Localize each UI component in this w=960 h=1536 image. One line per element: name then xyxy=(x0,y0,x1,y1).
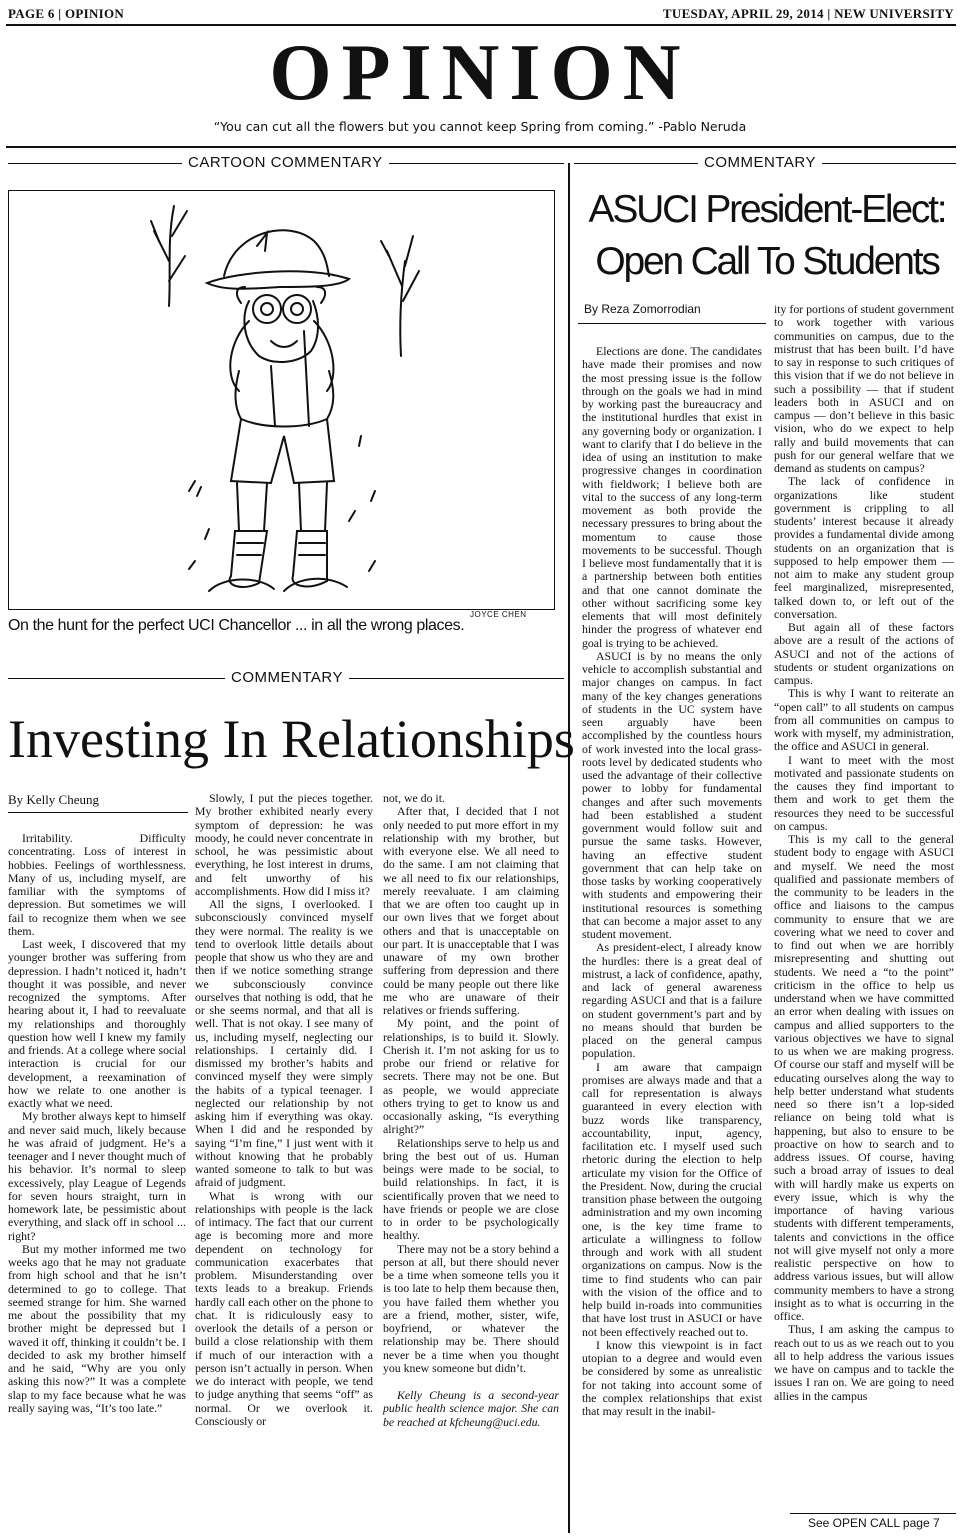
article1-column-3 xyxy=(383,792,559,1429)
paragraph: What is wrong with our relationships with people is the lack of intimacy. The fact that our current age is becoming more and more dependent on technology for communication exacerbates that problem. Misunderstanding over texts leads to a breakup. Friends hardly call each other on the phone to chat. It is ridiculously easy to overlook the details of a person or build a close relationship with them if much of our interaction with a person isn’t actually in person. When we do interact with people, we tend to judge anything that seems “off” as normal. Or we overlook it. Consciously or xyxy=(195,1188,373,1428)
cartoon-drawing xyxy=(9,191,554,609)
article1-byline-rule xyxy=(8,812,188,813)
paragraph: But my mother informed me two weeks ago that he may not graduate from high school and that he isn’t determined to go to college. That seemed strange for him. She warned me about the possibility that my brother might be depressed but I waved it off, thinking it couldn’t be. I decided to ask my brother himself and he said, “Why are you only asking this now?” It was a complete slap to my face because what he was really saying was, “It’s too late.” xyxy=(8,1241,186,1415)
paragraph: I know this viewpoint is in fact utopian to a degree and would even be considered by some as unrealistic for not taking into account some of the complex relationships that exist that may result in the inabil- xyxy=(582,1337,762,1418)
column-divider xyxy=(568,163,570,1533)
article2-column-1 xyxy=(582,345,762,1418)
paragraph: My brother always kept to himself and never said much, likely because he was afraid of judgment. He’s a teenager and I never thought much of his behavior. It’s normal to sleep excessively, play League of Legends for seven hours straight, turn in homework late, be pessimistic about everything, and slack off in school ... right? xyxy=(8,1109,186,1243)
paragraph: Irritability. Difficulty concentrating. Loss of interest in hobbies. Feelings of worthlessness. Many of us, including myself, are familiar with the symptoms of depression. But sometimes we will fail to recognize them when we see them. xyxy=(8,831,186,938)
continuation-rule xyxy=(790,1513,956,1514)
article1-column-1 xyxy=(8,832,186,1415)
article1-section-label: COMMENTARY xyxy=(225,669,349,687)
paragraph: There may not be a story behind a person at all, but there should never be a time when someone tells you it is too late to help them because then, you have failed them whether you are a friend, mother, sister, wife, boyfriend, or whatever the relationship may be. There should never be a time when you thought you knew someone but didn’t. xyxy=(383,1241,559,1375)
header-rule xyxy=(6,24,956,26)
section-masthead: OPINION xyxy=(269,29,691,117)
paragraph: This is why I want to reiterate an “open call” to all students on campus from all communities on campus to work with myself, my administration, the office and ASUCI in general. xyxy=(774,686,954,754)
article1-byline: By Kelly Cheung xyxy=(8,792,99,807)
paragraph: ity for portions of student government to work together with various communities on campus, due to the mistrust that has been built. I’d have to say in response to such critiques of this vision that if we do not believe in such a possibility — that if student leaders both in ASUCI and on campus — don’t believe in this basic vision, who do we expect to help rally and build movements that can push for our general welfare that we demand as students on campus? xyxy=(774,302,954,475)
article2-byline-rule xyxy=(578,323,766,324)
masthead-quote: “You can cut all the flowers but you cannot keep Spring from coming.” -Pablo Neruda xyxy=(213,119,747,134)
paragraph: not, we do it. xyxy=(383,791,445,805)
article2-byline: By Reza Zomorrodian xyxy=(584,302,701,316)
paragraph: This is my call to the general student body to engage with ASUCI and myself. We need the most qualified and passionate members of the community to be leaders in the office and liaisons to the campus community to ensure that we are covering what we need to cover and to find out when we are horribly misrepresenting and shutting out students. We need a “to the point” criticism in the office to help us understand when we have committed an error when dealing with issues on campus and allied supporters to the various objectives we have to signal to us when we are making progress. Of course our staff and myself will be educating ourselves along the way to help better understand what students need so there isn’t a lop-sided reliance on being told what is happening, but also to ensure to be proactive on how to search and to address issues. Of course, having such a broad array of issues to deal with will hardly make us experts on every issue, which is why the importance of having various students with different temperaments, talents and convictions in the office not will give myself not only a more realistic perspective on how to address various issues, but will allow community members to have a strong insight as to what is occurring in the office. xyxy=(774,832,954,1323)
article2-headline-line-2: Open Call To Students xyxy=(595,240,939,283)
continuation-jump: See OPEN CALL page 7 xyxy=(808,1516,940,1530)
paragraph: But again all of these factors above are a result of the actions of ASUCI and not of the actions of students or student organizations on campus. xyxy=(774,620,954,687)
paragraph: After that, I decided that I not only needed to put more effort in my relationship with my brother, but with everyone else. We all need to do the same. I am not claiming that we all need to fix our relationships, merely reevaluate. I am claiming that we are often too caught up in our own lives that we forget about others and that is unacceptable on our part. It is unacceptable that I was unaware of my own brother suffering from depression and there could be many people out there like me who are unaware of their relatives or friends suffering. xyxy=(383,804,559,1017)
paragraph: As president-elect, I already know the hurdles: there is a great deal of mistrust, a lack of confidence, apathy, and lack of general awareness regarding ASUCI and that is a failure on student government’s part and by no means should that burden be placed on the general campus population. xyxy=(582,940,762,1061)
commentary-section-label: COMMENTARY xyxy=(698,154,822,172)
paragraph: Thus, I am asking the campus to reach out to us as we reach out to you all to help address the various issues we have on campus and to tackle the issues I ran on. We are going to need allies in the campus xyxy=(774,1322,954,1403)
article2-column-2 xyxy=(774,303,954,1403)
article1-headline: Investing In Relationships xyxy=(8,709,575,769)
paragraph: Relationships serve to help us and bring the best out of us. Human beings were made to be social, to build relationships. In fact, it is scientifically proven that we need to have friends or people we are close to in order to be psychologically healthy. xyxy=(383,1135,559,1243)
cartoon-caption: On the hunt for the perfect UCI Chancellor ... in all the wrong places. xyxy=(8,617,465,634)
issue-date: TUESDAY, APRIL 29, 2014 | NEW UNIVERSITY xyxy=(662,6,954,21)
paragraph: ASUCI is by no means the only vehicle to accomplish substantial and major changes on campus. In fact many of the key changes generations of students in the UC system have seen arguably have been accomplished by the countless hours of work invested into the local grass-roots level by dedicated students who used the advantage of their collective power to lobby for fundamental changes and after such movements had been established a student government would follow suit and pursue the same tasks. However, having an effective student government that can help take on those tasks by working cooperatively with students and empowering their institutional resources is something that can become a major asset to any student movement. xyxy=(582,648,762,941)
cartoon-credit: JOYCE CHEN xyxy=(470,610,527,619)
cartoon-illustration xyxy=(8,190,555,610)
paragraph: The lack of confidence in organizations like student government is crippling to all students’ interest because it already provides a fundamental divide among students on an organization that is supposed to help empower them — not aim to make any student group feel marginalized, misrepresented, talked down to, or left out of the conversation. xyxy=(774,474,954,621)
page-number: PAGE 6 | OPINION xyxy=(8,6,125,21)
paragraph: Elections are done. The candidates have made their promises and now the most pressing issue is the follow through on the goals we had in mind by working past the bureaucracy and the institutional hurdles that exist in any governing body or organization. I want to clarify that I do believe in the idea of using an institution to make progressive changes in coordination with fieldwork; I believe both are vital to the success of any long-term movement as both provide the necessary pressures to bring about the momentum to cause those movements to be successful. Though I believe most fundamentally that it is a partnership between both entities and that one cannot dominate the other without sacrificing some key elements that will most definitely hinder the progress of whatever end goal is trying to be achieved. xyxy=(582,344,762,650)
paragraph: My point, and the point of relationships, is to build it. Slowly. Cherish it. I’m not asking for us to probe our friend or relative for secrets. There may not be one. But as people, we would appreciate others trying to get to know us and occasionally asking, “Is everything alright?” xyxy=(383,1016,559,1137)
paragraph: Last week, I discovered that my younger brother was suffering from depression. I hadn’t noticed it, hadn’t thought it was possible, and never recognized the symptoms. After hearing about it, I had to reevaluate my relationships and thoroughly question how well I knew my family and friends. At a college where social interaction is crucial for our development, a reexamination of how we relate to one another is exactly what we need. xyxy=(8,937,186,1110)
masthead-rule xyxy=(6,146,956,148)
paragraph: All the signs, I overlooked. I subconsciously convinced myself they were normal. The reality is we tend to overlook little details about people that show us who they are and then if we notice something strange we subconsciously convince ourselves that nothing is odd, that he or she seems normal, and that all is well. That is not okay. I see many of us, including myself, neglecting our relationships. I certainly did. I dismissed my brother’s habits and convinced myself they were simply the habits of a typical teenager. I neglected our relationship by not asking him if everything was okay. When I did and he responded by saying “I’m fine,” I just went with it without knowing that he probably wanted someone to talk to but was afraid of judgment. xyxy=(195,897,373,1190)
article2-headline-line-1: ASUCI President-Elect: xyxy=(588,188,946,231)
page-header xyxy=(8,6,954,23)
cartoon-section-label: CARTOON COMMENTARY xyxy=(182,154,389,172)
author-bio: Kelly Cheung is a second-year public health science major. She can be reached at kfcheung@uci.edu. xyxy=(383,1388,559,1429)
article2-headline xyxy=(578,184,956,288)
article1-column-2 xyxy=(195,792,373,1428)
paragraph: I want to meet with the most motivated and passionate students on the causes they find important to them and work to get them the resources they need to be successful on campus. xyxy=(774,752,954,833)
paragraph: Slowly, I put the pieces together. My brother exhibited nearly every symptom of depression: he was moody, he could never concentrate in school, he was pessimistic about everything, he lost interest in drums, and felt unworthy of his accomplishments. How did I miss it? xyxy=(195,791,373,898)
paragraph: I am aware that campaign promises are always made and that a call for representation is always guaranteed in every election with buzz words like transparency, accountability, input, agency, facilitation etc. I myself used such rhetoric during the election to help articulate my vision for the Office of the President. Now, during the crucial transition phase between the outgoing administration and my own incoming one, is the key time frame to articulate a willingness to follow through and work with all student organizations on campus. Now is the time to find students who can pair with the vision of the office and to help build in-roads into communities that have lost trust in ASUCI or have not been effectively reached out to. xyxy=(582,1059,762,1339)
